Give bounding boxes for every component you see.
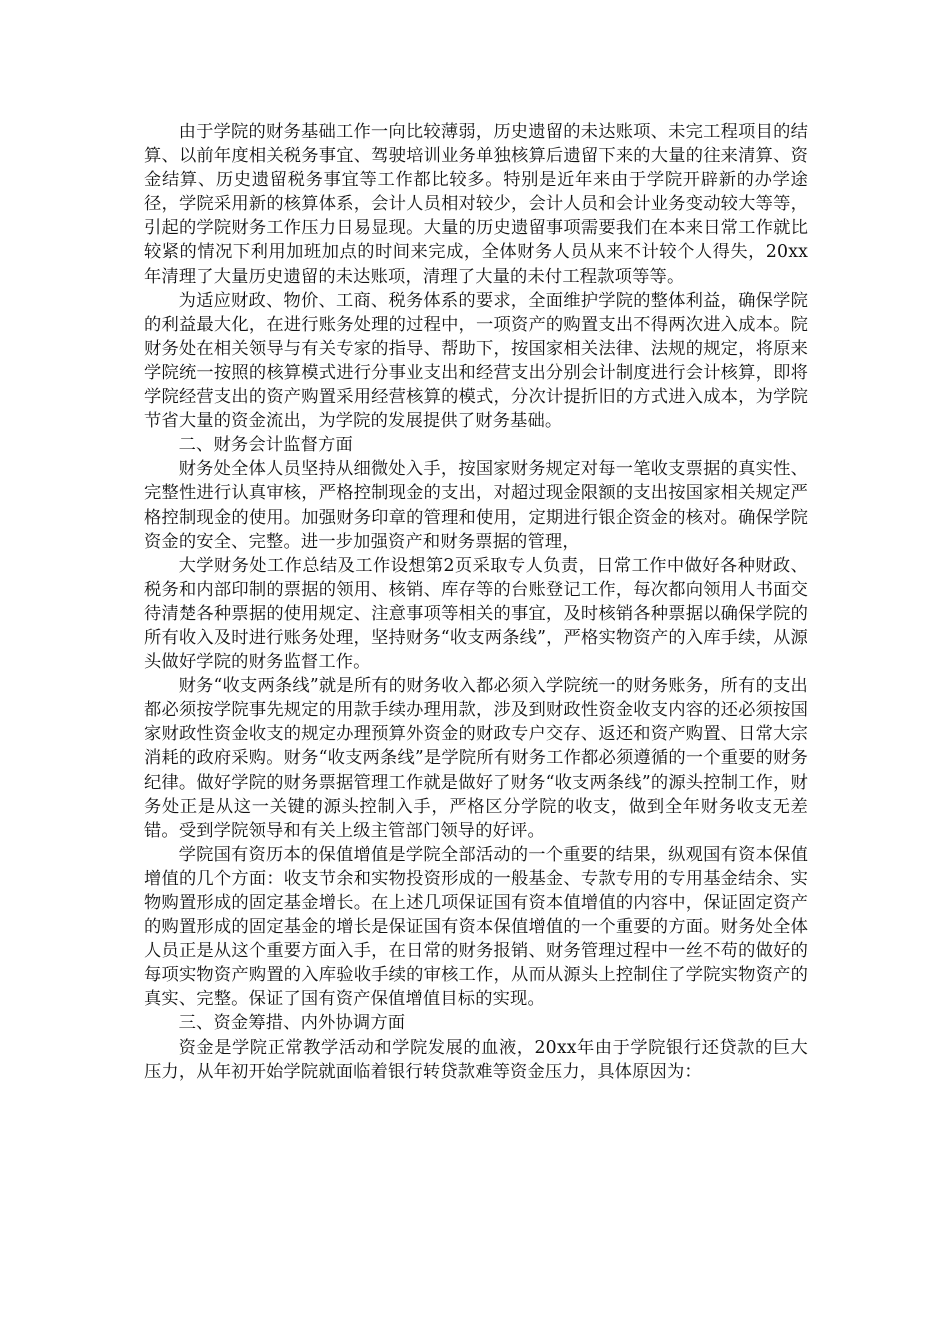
paragraph-audit-control: 财务处全体人员坚持从细微处入手，按国家财务规定对每一笔收支票据的真实性、完整性进行认真审核，严格控制现金的支出，对超过现金限额的支出按国家相关规定严格控制现金的使用。加强财务印章的管理和使用，定期进行银企资金的核对。确保学院资金的安全、完整。进一步加强资产和财务票据的管理， <box>144 459 808 552</box>
paragraph-asset-value: 学院国有资历本的保值增值是学院全部活动的一个重要的结果，纵观国有资本保值增值的几个方面：收支节余和实物投资形成的一般基金、专款专用的专用基金结余、实物购置形成的固定基金增长。在上述几项保证国有资本值增值的内容中，保证固定资产的购置形成的固定基金的增长是保证国有资本保值增值的一个重要的方面。财务处全体人员正是从这个重要方面入手，在日常的财务报销、财务管理过程中一丝不苟的做好的每项实物资产购置的入库验收手续的审核工作，从而从源头上控制住了学院实物资产的真实、完整。保证了国有资产保值增值目标的实现。 <box>144 844 808 1010</box>
document-body <box>144 120 808 1084</box>
section-heading-fund-raising: 三、资金筹措、内外协调方面 <box>178 1013 406 1034</box>
paragraph-two-lines: 财务“收支两条线”就是所有的财务收入都必须入学院统一的财务账务，所有的支出都必须按学院事先规定的用款手续办理用款，涉及到财政性资金收支内容的还必须按国家财政性资金收支的规定办理预算外资金的财政专户交存、返还和资产购置、日常大宗消耗的政府采购。财务“收支两条线”是学院所有财务工作都必须遵循的一个重要的财务纪律。做好学院的财务票据管理工作就是做好了财务“收支两条线”的源头控制工作，财务处正是从这一关键的源头控制入手，严格区分学院的收支，做到全年财务收支无差错。受到学院领导和有关上级主管部门领导的好评。 <box>144 676 808 841</box>
paragraph-bill-management: 大学财务处工作总结及工作设想第2页采取专人负责，日常工作中做好各种财政、税务和内部印制的票据的领用、核销、库存等的台账登记工作，每次都向领用人书面交待清楚各种票据的使用规定、注意事项等相关的事宜，及时核销各种票据以确保学院的所有收入及时进行账务处理，坚持财务“收支两条线”，严格实物资产的入库手续，从源头做好学院的财务监督工作。 <box>144 555 808 673</box>
section-heading-accounting-supervision: 二、财务会计监督方面 <box>178 435 353 456</box>
paragraph-historical-items: 由于学院的财务基础工作一向比较薄弱，历史遗留的未达账项、未完工程项目的结算、以前年度相关税务事宜、驾驶培训业务单独核算后遗留下来的大量的往来清算、资金结算、历史遗留税务事宜等工作都比较多。特别是近年来由于学院开辟新的办学途径，学院采用新的核算体系，会计人员相对较少，会计人员和会计业务变动较大等等，引起的学院财务工作压力日易显现。大量的历史遗留事项需要我们在本来日常工作就比较紧的情况下利用加班加点的时间来完成，全体财务人员从来不计较个人得失，20xx年清理了大量历史遗留的未达账项，清理了大量的未付工程款项等等。 <box>144 122 808 287</box>
paragraph-funds: 资金是学院正常教学活动和学院发展的血液，20xx年由于学院银行还贷款的巨大压力，从年初开始学院就面临着银行转贷款难等资金压力，具体原因为： <box>144 1037 808 1082</box>
paragraph-accounting-model: 为适应财政、物价、工商、税务体系的要求，全面维护学院的整体利益，确保学院的利益最大化，在进行账务处理的过程中，一项资产的购置支出不得两次进入成本。院财务处在相关领导与有关专家的指导、帮助下，按国家相关法律、法规的规定，将原来学院统一按照的核算模式进行分事业支出和经营支出分别会计制度进行会计核算，即将学院经营支出的资产购置采用经营核算的模式，分次计提折旧的方式进入成本，为学院节省大量的资金流出，为学院的发展提供了财务基础。 <box>144 290 808 432</box>
